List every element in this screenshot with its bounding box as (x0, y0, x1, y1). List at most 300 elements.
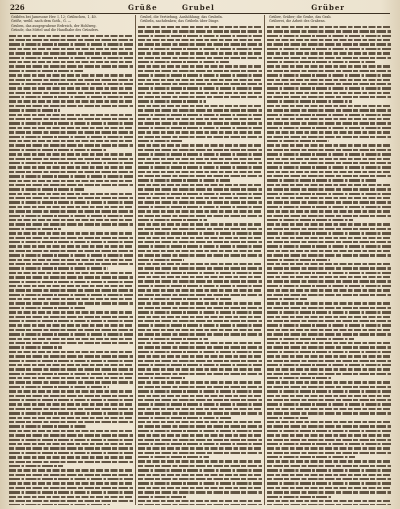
text-line (9, 263, 133, 265)
text-line (9, 307, 85, 309)
text-line (267, 232, 391, 234)
text-line (267, 364, 391, 366)
text-line (267, 184, 391, 186)
text-line (138, 298, 231, 300)
text-line (267, 377, 331, 379)
text-line (9, 100, 133, 102)
text-line (267, 100, 352, 102)
text-line (267, 74, 391, 76)
text-line (9, 285, 133, 287)
text-line (138, 487, 262, 489)
text-line (9, 171, 133, 173)
text-line (9, 105, 133, 107)
text-line (9, 316, 133, 318)
text-line (138, 162, 262, 164)
text-line (9, 223, 133, 225)
text-line (9, 338, 133, 340)
text-line (267, 237, 391, 239)
text-line (138, 395, 262, 397)
text-line (9, 241, 133, 243)
entry-line: Gründe, das Mittel und die Handhabe des Gründers. (11, 28, 100, 33)
text-line (267, 289, 391, 291)
text-line (9, 487, 133, 489)
text-line (267, 30, 391, 32)
text-line (267, 92, 391, 94)
text-line (138, 223, 262, 225)
entry-line: Grübeln, nachdenken; das Grübeln über Dinge. (140, 19, 220, 24)
text-line (138, 434, 262, 436)
text-line (267, 500, 391, 502)
text-line (9, 43, 133, 45)
entry-line: Gruben, das ausgegrabene Erdreich, der Hohlweg. (11, 23, 97, 28)
text-line (267, 439, 391, 441)
text-line (138, 43, 262, 45)
text-line (9, 456, 133, 458)
text-line (267, 443, 391, 445)
text-line (138, 351, 262, 353)
text-line (267, 320, 391, 322)
text-line (267, 399, 391, 401)
text-line (9, 267, 108, 269)
text-line (9, 430, 133, 432)
text-line (9, 324, 133, 326)
text-line (9, 351, 133, 353)
text-line (267, 460, 391, 462)
text-line (138, 276, 262, 278)
text-line (267, 386, 391, 388)
text-line (138, 311, 262, 313)
text-line (267, 219, 353, 221)
text-line (9, 175, 133, 177)
text-line (138, 245, 262, 247)
text-line (267, 403, 391, 405)
text-line (138, 193, 262, 195)
text-line (9, 399, 133, 401)
text-line (138, 149, 262, 151)
text-line (267, 162, 391, 164)
text-line (9, 434, 133, 436)
text-line (138, 267, 262, 269)
text-line (267, 342, 391, 344)
text-line (267, 263, 391, 265)
text-line (9, 140, 133, 142)
text-line (267, 250, 391, 252)
text-line (138, 96, 262, 98)
text-line (138, 417, 232, 419)
text-line (138, 491, 262, 493)
text-line (138, 52, 262, 54)
text-line (267, 114, 391, 116)
text-line (9, 219, 133, 221)
text-line (9, 215, 133, 217)
text-line (9, 465, 63, 467)
text-line (267, 259, 330, 261)
text-line (267, 333, 391, 335)
text-line (138, 425, 262, 427)
running-head-left: Grüße (128, 3, 158, 12)
text-line (138, 228, 262, 230)
text-line (138, 219, 207, 221)
text-line (138, 443, 262, 445)
text-line (138, 237, 262, 239)
text-line (9, 482, 133, 484)
text-line (138, 338, 208, 340)
text-line (9, 122, 133, 124)
text-line (9, 96, 133, 98)
text-line (9, 114, 133, 116)
text-line (9, 500, 133, 502)
text-line (9, 250, 133, 252)
text-line (9, 259, 133, 261)
text-line (138, 254, 262, 256)
text-line (267, 245, 391, 247)
text-line (9, 39, 133, 41)
text-line (267, 294, 391, 296)
text-line (9, 127, 133, 129)
text-line (138, 285, 262, 287)
text-line (9, 70, 83, 72)
entry-line: Grüberei, die Arbeit des Grabens. (269, 19, 326, 24)
text-line (9, 447, 133, 449)
text-line (267, 267, 391, 269)
text-line (138, 280, 262, 282)
text-line (138, 377, 185, 379)
text-line (138, 333, 262, 335)
text-line (138, 456, 209, 458)
running-head-center: Grubel (182, 3, 215, 12)
text-line (267, 87, 391, 89)
text-column-2 (138, 15, 262, 505)
text-line (9, 425, 86, 427)
text-line (9, 166, 133, 168)
text-line (267, 193, 391, 195)
text-line (9, 469, 133, 471)
text-line (138, 342, 262, 344)
text-line (138, 250, 262, 252)
text-line (138, 30, 262, 32)
text-line (267, 228, 391, 230)
text-line (267, 491, 391, 493)
text-line (138, 83, 262, 85)
text-line (138, 373, 262, 375)
text-line (267, 276, 391, 278)
text-line (267, 316, 391, 318)
running-head-right: Grüber (311, 3, 345, 12)
text-line (9, 136, 133, 138)
column-divider (264, 15, 265, 505)
text-line (9, 109, 60, 111)
text-line (267, 136, 391, 138)
text-line (267, 447, 391, 449)
text-line (138, 465, 262, 467)
header-rule (10, 13, 390, 14)
text-line (267, 285, 391, 287)
text-line (9, 452, 133, 454)
text-line (138, 294, 262, 296)
text-line (9, 346, 62, 348)
text-line (9, 504, 110, 505)
text-line (138, 215, 262, 217)
text-line (9, 496, 133, 498)
text-line (138, 140, 183, 142)
text-line (267, 338, 354, 340)
illegible-text-block (267, 26, 391, 505)
text-line (138, 289, 262, 291)
text-line (9, 92, 133, 94)
text-line (267, 434, 391, 436)
text-line (267, 179, 376, 181)
text-line (267, 210, 391, 212)
text-line (138, 35, 262, 37)
text-line (138, 105, 262, 107)
text-line (267, 311, 391, 313)
text-line (9, 360, 133, 362)
text-line (9, 403, 133, 405)
text-line (9, 48, 133, 50)
text-line (138, 329, 262, 331)
text-line (9, 206, 133, 208)
text-line (267, 43, 391, 45)
text-line (9, 302, 133, 304)
text-line (138, 114, 262, 116)
text-line (9, 180, 133, 182)
text-line (9, 153, 133, 155)
text-line (9, 421, 133, 423)
text-line (138, 179, 230, 181)
text-line (267, 482, 391, 484)
text-line (138, 386, 262, 388)
text-line (9, 281, 133, 283)
text-line (138, 259, 184, 261)
page-header (10, 3, 390, 13)
text-line (267, 166, 391, 168)
text-line (9, 276, 133, 278)
text-line (9, 184, 133, 186)
text-line (9, 79, 133, 81)
page-number: 226 (10, 3, 25, 12)
text-line (9, 474, 133, 476)
text-line (138, 127, 262, 129)
text-line (267, 395, 391, 397)
text-line (138, 122, 262, 124)
text-line (267, 408, 391, 410)
text-line (267, 390, 391, 392)
text-line (138, 316, 262, 318)
text-line (267, 298, 307, 300)
text-line (9, 377, 133, 379)
text-line (138, 381, 262, 383)
text-line (138, 65, 262, 67)
text-line (9, 408, 133, 410)
text-line (138, 87, 262, 89)
text-line (267, 39, 391, 41)
text-line (267, 206, 391, 208)
text-line (138, 368, 262, 370)
text-line (9, 333, 133, 335)
text-line (267, 478, 391, 480)
text-line (138, 158, 262, 160)
text-line (267, 175, 391, 177)
text-line (267, 280, 391, 282)
text-line (267, 52, 391, 54)
text-line (267, 197, 391, 199)
text-line (267, 118, 391, 120)
text-line (9, 201, 133, 203)
text-line (138, 460, 262, 462)
text-line (267, 465, 391, 467)
text-line (138, 360, 262, 362)
text-line (9, 149, 107, 151)
text-line (267, 474, 391, 476)
column-divider (135, 15, 136, 505)
text-line (138, 399, 262, 401)
text-line (267, 469, 391, 471)
text-line (138, 109, 262, 111)
text-line (138, 302, 262, 304)
text-line (9, 342, 133, 344)
text-line (9, 412, 133, 414)
text-line (138, 70, 262, 72)
text-line (9, 478, 133, 480)
text-line (9, 162, 133, 164)
text-line (267, 421, 391, 423)
text-line (138, 144, 262, 146)
text-line (267, 381, 391, 383)
text-line (267, 272, 391, 274)
text-line (267, 504, 391, 505)
text-line (267, 324, 391, 326)
text-line (138, 390, 262, 392)
text-line (9, 65, 133, 67)
text-line (9, 118, 133, 120)
text-line (9, 52, 133, 54)
text-line (267, 355, 391, 357)
text-line (9, 320, 133, 322)
text-line (267, 131, 391, 133)
text-line (138, 100, 206, 102)
text-line (9, 298, 133, 300)
text-line (267, 127, 391, 129)
text-line (9, 254, 133, 256)
text-line (138, 201, 262, 203)
text-line (267, 201, 391, 203)
text-line (9, 74, 133, 76)
text-line (267, 368, 391, 370)
text-line (138, 320, 262, 322)
text-line (138, 346, 262, 348)
text-line (9, 61, 133, 63)
text-line (267, 79, 391, 81)
text-line (9, 237, 133, 239)
text-line (267, 70, 391, 72)
text-line (9, 232, 133, 234)
text-line (138, 188, 262, 190)
text-line (138, 184, 262, 186)
text-line (9, 381, 133, 383)
text-line (267, 360, 391, 362)
text-line (9, 197, 133, 199)
text-line (9, 355, 133, 357)
text-line (138, 153, 262, 155)
text-line (9, 245, 133, 247)
text-line (9, 373, 133, 375)
text-line (138, 210, 262, 212)
text-line (9, 386, 109, 388)
text-line (138, 39, 262, 41)
text-line (138, 482, 262, 484)
text-line (138, 197, 262, 199)
text-line (267, 254, 391, 256)
text-line (138, 439, 262, 441)
text-line (138, 241, 262, 243)
text-line (267, 48, 391, 50)
text-line (9, 395, 133, 397)
text-line (138, 79, 262, 81)
text-line (9, 461, 133, 463)
text-line (9, 57, 133, 59)
text-line (138, 496, 186, 498)
text-line (9, 193, 133, 195)
text-line (138, 307, 262, 309)
text-line (138, 48, 262, 50)
text-line (9, 131, 133, 133)
text-line (267, 223, 391, 225)
text-line (138, 61, 229, 63)
text-line (9, 311, 133, 313)
text-line (138, 232, 262, 234)
text-line (138, 118, 262, 120)
text-line (9, 390, 133, 392)
text-line (267, 35, 391, 37)
text-line (138, 131, 262, 133)
text-line (138, 412, 262, 414)
entry-line: Grubel, die Vertiefung, Aushöhlung; das Grubeln. (140, 15, 223, 19)
text-line (9, 443, 133, 445)
text-line (267, 351, 391, 353)
text-line (9, 368, 133, 370)
text-line (9, 491, 133, 493)
text-line (138, 26, 262, 28)
text-line (9, 188, 84, 190)
text-line (9, 289, 133, 291)
text-line (267, 373, 391, 375)
text-line (267, 171, 391, 173)
text-line (9, 87, 133, 89)
text-line (267, 96, 391, 98)
text-line (138, 263, 262, 265)
text-line (9, 210, 133, 212)
text-line (267, 329, 391, 331)
text-line (138, 57, 262, 59)
text-line (138, 474, 262, 476)
text-line (267, 26, 391, 28)
text-line (9, 294, 133, 296)
text-line (267, 215, 391, 217)
text-line (138, 136, 262, 138)
text-line (138, 272, 262, 274)
text-line (267, 307, 391, 309)
text-line (267, 412, 391, 414)
text-line (267, 109, 391, 111)
text-line (267, 456, 355, 458)
text-line (267, 425, 391, 427)
text-line (267, 496, 332, 498)
text-line (9, 158, 133, 160)
text-line (9, 228, 61, 230)
entry-line: Größe, weibl. nach dem Goth., G. — (11, 19, 71, 24)
text-column-3 (267, 15, 391, 505)
text-line (267, 346, 391, 348)
